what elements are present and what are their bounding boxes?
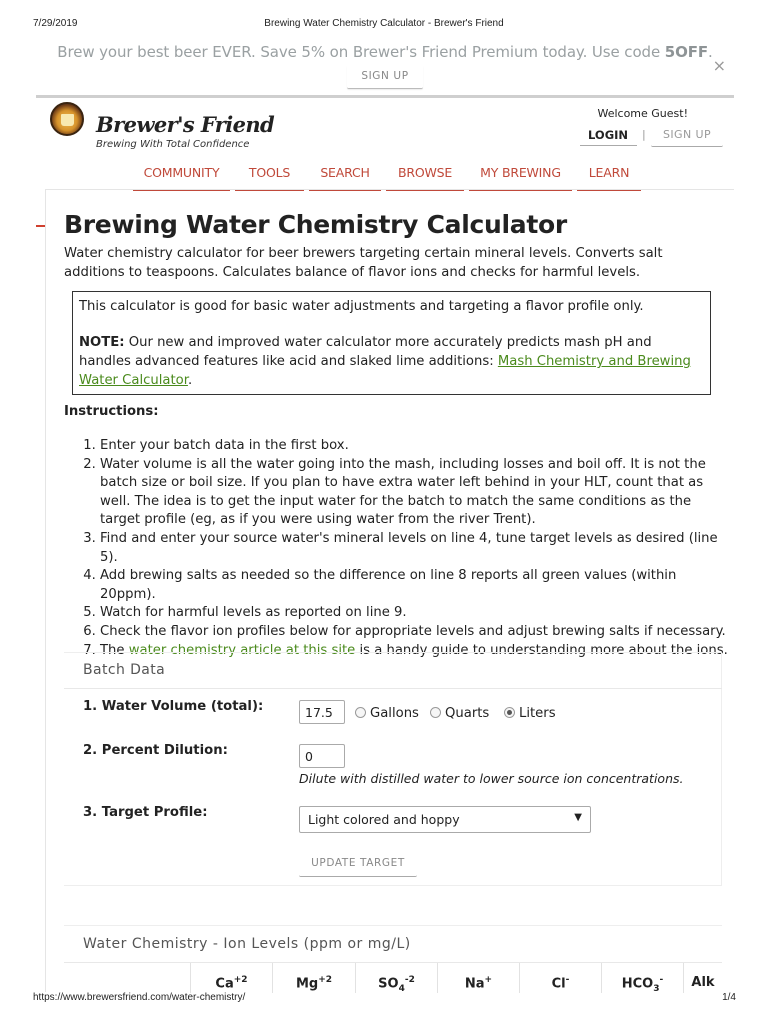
percent-dilution-label: 2. Percent Dilution: bbox=[83, 743, 228, 758]
instruction-item: 2. Water volume is all the water going into the mash, including losses and boil off. It is not the batch size or boil size. If you plan to have extra water left behind in your HLT, count that as well. The idea is to get the input water for the batch to match the same conditions as the target profile (eg, as if you were using water from the river Trent). bbox=[100, 456, 732, 530]
instruction-item: 7. The water chemistry article at this site is a handy guide to understanding more about the ions. bbox=[100, 642, 732, 661]
update-target-button[interactable]: UPDATE TARGET bbox=[299, 853, 417, 877]
nav-search[interactable]: SEARCH bbox=[309, 161, 381, 191]
print-page-title: Brewing Water Chemistry Calculator - Brewer's Friend bbox=[264, 18, 504, 29]
intro-text: Water chemistry calculator for beer brewers targeting certain mineral levels. Converts salt additions to teaspoons. Calculates balance of flavor ions and checks for harmful levels. bbox=[64, 246, 663, 280]
notice-line: This calculator is good for basic water adjustments and targeting a flavor profile only. bbox=[79, 299, 644, 314]
promo-banner bbox=[36, 40, 734, 94]
logo-tagline: Brewing With Total Confidence bbox=[96, 139, 250, 150]
instruction-item: 3. Find and enter your source water's mineral levels on line 4, tune target levels as desired (line 5). bbox=[100, 530, 732, 567]
ion-column-header: $Ca^{+2}$ bbox=[190, 963, 272, 993]
print-header bbox=[0, 16, 768, 30]
nav-tools[interactable]: TOOLS bbox=[235, 161, 304, 191]
print-page-number: 1/4 bbox=[722, 992, 736, 1003]
water-chemistry-panel bbox=[64, 925, 722, 992]
instructions-list bbox=[82, 437, 732, 660]
header-separator: | bbox=[642, 128, 646, 141]
nav-my-brewing[interactable]: MY BREWING bbox=[469, 161, 572, 191]
target-profile-value: Light colored and hoppy bbox=[308, 812, 460, 827]
instruction-item: 1. Enter your batch data in the first box. bbox=[100, 437, 732, 456]
unit-liters-radio[interactable]: Liters bbox=[504, 706, 556, 721]
logo-title[interactable]: Brewer's Friend bbox=[96, 112, 275, 137]
print-footer bbox=[0, 992, 768, 1006]
ion-column-header: $SO_4^{-2}$ bbox=[355, 963, 437, 993]
print-date: 7/29/2019 bbox=[33, 18, 78, 29]
radio-selected-icon bbox=[504, 707, 515, 718]
nav-community[interactable]: COMMUNITY bbox=[133, 161, 230, 191]
unit-quarts-radio[interactable]: Quarts bbox=[430, 706, 489, 721]
dilution-hint: Dilute with distilled water to lower source ion concentrations. bbox=[299, 771, 684, 786]
signup-button[interactable]: SIGN UP bbox=[651, 122, 723, 147]
target-profile-select[interactable] bbox=[299, 806, 591, 833]
radio-icon bbox=[355, 707, 366, 718]
logo-icon[interactable] bbox=[50, 102, 84, 136]
target-profile-label: 3. Target Profile: bbox=[83, 805, 208, 820]
instruction-item: 6. Check the flavor ion profiles below for appropriate levels and adjust brewing salts if necessary. bbox=[100, 623, 732, 642]
instruction-item: 4. Add brewing salts as needed so the difference on line 8 reports all green values (within 20ppm). bbox=[100, 567, 732, 604]
note-label: NOTE: bbox=[79, 335, 125, 350]
dropdown-arrow-icon: ▼ bbox=[574, 812, 582, 823]
close-icon[interactable]: × bbox=[712, 56, 726, 75]
section-marker bbox=[36, 225, 45, 227]
welcome-text: Welcome Guest! bbox=[597, 107, 688, 120]
radio-icon bbox=[430, 707, 441, 718]
ion-column-header: $HCO_3^-$ bbox=[601, 963, 683, 993]
notice-box bbox=[72, 291, 711, 395]
ion-column-header: Alk bbox=[683, 963, 722, 993]
nav-learn[interactable]: LEARN bbox=[577, 161, 641, 191]
login-button[interactable]: LOGIN bbox=[580, 122, 637, 146]
water-article-link[interactable]: water chemistry article at this site bbox=[128, 642, 356, 658]
percent-dilution-input[interactable] bbox=[299, 744, 345, 768]
notice-note: NOTE: Our new and improved water calculator more accurately predicts mash pH and handles advanced features like acid and slaked lime additions: Mash Chemistry and Brewing Water Calculator. bbox=[79, 335, 691, 388]
batch-data-heading: Batch Data bbox=[64, 653, 722, 689]
batch-data-panel bbox=[64, 652, 722, 886]
water-chemistry-heading: Water Chemistry - Ion Levels (ppm or mg/L) bbox=[83, 936, 411, 952]
ion-column-header: $Mg^{+2}$ bbox=[272, 963, 355, 993]
page-title: Brewing Water Chemistry Calculator bbox=[64, 210, 567, 239]
ion-column-header: Cl- bbox=[519, 963, 601, 993]
water-volume-input[interactable] bbox=[299, 700, 345, 724]
instructions-heading: Instructions: bbox=[64, 404, 159, 419]
nav-browse[interactable]: BROWSE bbox=[386, 161, 464, 191]
promo-text: Brew your best beer EVER. Save 5% on Brewer's Friend Premium today. Use code 5OFF. bbox=[57, 43, 713, 61]
water-volume-label: 1. Water Volume (total): bbox=[83, 699, 264, 714]
print-url: https://www.brewersfriend.com/water-chemistry/ bbox=[33, 992, 246, 1003]
site-header bbox=[36, 95, 734, 191]
ion-column-header: Na+ bbox=[437, 963, 519, 993]
promo-signup-button[interactable]: SIGN UP bbox=[347, 65, 422, 89]
instruction-item: 5. Watch for harmful levels as reported on line 9. bbox=[100, 604, 732, 623]
promo-code: 5OFF bbox=[664, 43, 709, 61]
mash-chemistry-link[interactable]: Mash Chemistry and Brewing Water Calculator bbox=[79, 354, 691, 388]
unit-gallons-radio[interactable]: Gallons bbox=[355, 706, 419, 721]
